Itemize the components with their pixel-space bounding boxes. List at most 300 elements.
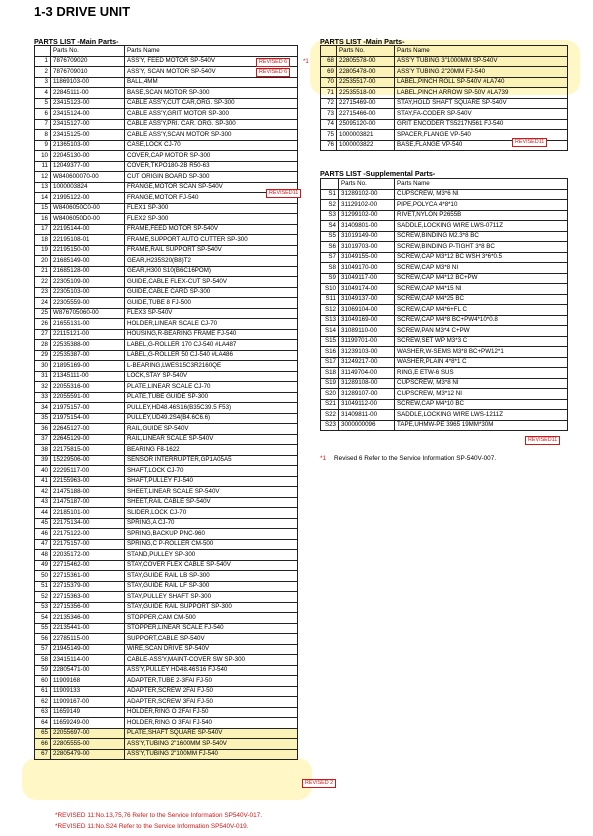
cell-partsno: W840600070-00 [51,172,125,183]
cell-no: S8 [321,263,339,274]
cell-name: GUIDE,TUBE 8 FJ-500 [125,298,298,309]
cell-no: 24 [35,298,51,309]
cell-partsno: 22535517-00 [337,77,395,88]
cell-partsno: 22785115-00 [51,634,125,645]
cell-name: STAY,HOLD SHAFT SQUARE SP-540V [395,98,568,109]
table-row [35,697,298,708]
cell-no: 63 [35,707,51,718]
cell-partsno: 22185101-00 [51,508,125,519]
cell-partsno: 22055316-00 [51,382,125,393]
cell-name: RAIL,LINEAR SCALE SP-540V [125,434,298,445]
table-row [35,193,298,204]
cell-name: ADAPTER,TUBE 2-3FAI FJ-50 [125,676,298,687]
cell-name: BASE,SCAN MOTOR SP-300 [125,88,298,99]
cell-no: S14 [321,326,339,337]
cell-no: 11 [35,161,51,172]
table-row [35,602,298,613]
cell-partsno: 31199701-00 [339,336,395,347]
cell-partsno: 22715379-00 [51,581,125,592]
cell-partsno: 11659249-00 [51,718,125,729]
cell-partsno: 31049170-00 [339,263,395,274]
cell-name: HOLDER,RING O 3FAI FJ-540 [125,718,298,729]
cell-no: 31 [35,371,51,382]
cell-partsno: 31049117-00 [339,273,395,284]
cell-name: ASS'Y,TUBING 2"1600MM SP-540V [125,739,298,750]
cell-name: SCREW,CAP M4*12 BC+PW [395,273,568,284]
table-row [35,350,298,361]
cell-no: 14 [35,193,51,204]
header-no [35,46,51,57]
cell-partsno: 31069104-00 [339,305,395,316]
cell-name: COVER,CAP MOTOR SP-300 [125,151,298,162]
cell-partsno: 21975157-00 [51,403,125,414]
cell-partsno: 21365103-00 [51,140,125,151]
revision-star-marker: *1 [303,59,309,65]
cell-name: STAY,GUIDE RAIL SUPPORT SP-300 [125,602,298,613]
table-row [35,277,298,288]
table-row [35,382,298,393]
cell-no: 19 [35,245,51,256]
cell-name: CABLE ASS'Y,CUT CAR,ORG. SP-300 [125,98,298,109]
table-row [35,655,298,666]
cell-name: FLEX1 SP-300 [125,203,298,214]
table-row [35,256,298,267]
table-row [35,718,298,729]
cell-no: 45 [35,518,51,529]
cell-partsno: 31019703-00 [339,242,395,253]
cell-name: GRIT ENCODER TS5217N561 FJ-540 [395,119,568,130]
table-row [35,508,298,519]
cell-no: 36 [35,424,51,435]
cell-name: L-BEARING,LWES15C3R2160QE [125,361,298,372]
cell-name: PULLEY,HD48.46S16(B35C39.5 F53) [125,403,298,414]
cell-name: PULLEY,UD49.2S4(B4.6C6.6) [125,413,298,424]
cell-partsno: 22135441-00 [51,623,125,634]
cell-no: 23 [35,287,51,298]
table-row [35,665,298,676]
cell-partsno: 11869103-00 [51,77,125,88]
header-partsno: Parts No. [339,179,395,190]
cell-name: ASS'Y, SCAN MOTOR SP-540V [125,67,298,78]
cell-no: 29 [35,350,51,361]
cell-name: RIVET,NYLON P2655B [395,210,568,221]
cell-partsno: 22175122-00 [51,529,125,540]
cell-no: 25 [35,308,51,319]
revised-11-tag-75: REVISED11 [512,138,547,147]
main-parts-table-right [320,45,568,151]
cell-no: 61 [35,686,51,697]
cell-no: 50 [35,571,51,582]
table-row [35,77,298,88]
cell-partsno: 22055591-00 [51,392,125,403]
table-row [321,109,568,120]
cell-name: ASS'Y TUBING 3"1000MM SP-540V [395,56,568,67]
table-row [35,371,298,382]
cell-partsno: 22195108-01 [51,235,125,246]
cell-name: SCREW,CAP M4*10 BC [395,399,568,410]
cell-name: LABEL,G-ROLLER 170 CJ-540 #LA487 [125,340,298,351]
cell-name: WASHER,W-SEMS M3*8 BC+PW12*1 [395,347,568,358]
table-row [35,298,298,309]
cell-partsno: 3000000096 [339,420,395,431]
cell-partsno: 31289107-00 [339,389,395,400]
cell-partsno: 31049174-00 [339,284,395,295]
cell-name: COVER,TKPO180-2B R50-63 [125,161,298,172]
cell-partsno: 22305103-00 [51,287,125,298]
table-row [35,319,298,330]
cell-name: BASE,FLANGE VP-540 [395,140,568,151]
cell-no: S18 [321,368,339,379]
table-row [321,294,568,305]
cell-partsno: 22175815-00 [51,445,125,456]
cell-name: STAY,GUIDE RAIL LF SP-300 [125,581,298,592]
cell-partsno: 22535387-00 [51,350,125,361]
cell-name: GUIDE,CABLE FLEX-CUT SP-540V [125,277,298,288]
cell-name: FRAME,FEED MOTOR SP-540V [125,224,298,235]
highlight-glow-left [22,758,312,800]
cell-no: 46 [35,529,51,540]
cell-partsno: 22035172-00 [51,550,125,561]
cell-name: STAND,PULLEY SP-300 [125,550,298,561]
cell-no: S23 [321,420,339,431]
table-row [35,392,298,403]
table-row [321,336,568,347]
cell-no: 43 [35,497,51,508]
table-row [35,644,298,655]
table-row [35,266,298,277]
cell-partsno: 12049377-00 [51,161,125,172]
cell-partsno: 22115121-00 [51,329,125,340]
cell-partsno: 22715363-00 [51,592,125,603]
cell-partsno: 22175157-00 [51,539,125,550]
cell-name: PLATE,SHAFT SQUARE SP-540V [125,728,298,739]
table-row [35,466,298,477]
cell-partsno: 21945149-00 [51,644,125,655]
cell-partsno: 22715356-00 [51,602,125,613]
table-row [321,252,568,263]
cell-no: 48 [35,550,51,561]
cell-no: 16 [35,214,51,225]
cell-no: 47 [35,539,51,550]
cell-name: ASS'Y TUBING 2"20MM FJ-540 [395,67,568,78]
table-row [35,308,298,319]
table-row [35,403,298,414]
cell-no: 55 [35,623,51,634]
table-row [35,203,298,214]
cell-no: 38 [35,445,51,456]
cell-partsno: 23415123-00 [51,98,125,109]
table-row [35,581,298,592]
cell-no: 4 [35,88,51,99]
cell-partsno: 21975154-00 [51,413,125,424]
cell-no: S6 [321,242,339,253]
revised-6-tag-2: REVISED 6 [256,68,290,77]
revised-6-tag-1: REVISED 6 [256,58,290,67]
cell-name: CUPSCREW, M3*6 NI [395,189,568,200]
cell-partsno: 22055697-00 [51,728,125,739]
table-row [35,182,298,193]
table-row [35,686,298,697]
table-row [35,140,298,151]
cell-name: FRAME,RAIL SUPPORT SP-540V [125,245,298,256]
cell-no: 6 [35,109,51,120]
cell-no: 58 [35,655,51,666]
cell-name: HOLDER,LINEAR SCALE CJ-70 [125,319,298,330]
supplemental-parts-label: PARTS LIST -Supplemental Parts- [320,169,436,178]
cell-no: 57 [35,644,51,655]
cell-no: S13 [321,315,339,326]
table-row [35,329,298,340]
cell-no: 20 [35,256,51,267]
cell-name: CABLE ASS'Y,SCAN MOTOR SP-300 [125,130,298,141]
table-row [35,676,298,687]
cell-partsno: 22645127-00 [51,424,125,435]
cell-partsno: 21995122-00 [51,193,125,204]
cell-no: 51 [35,581,51,592]
cell-no: 54 [35,613,51,624]
cell-partsno: 22135346-00 [51,613,125,624]
cell-name: RAIL,GUIDE SP-540V [125,424,298,435]
cell-partsno: 21895169-00 [51,361,125,372]
cell-name: PLATE,TUBE GUIDE SP-300 [125,392,298,403]
table-row [35,455,298,466]
cell-name: FLEX3 SP-540V [125,308,298,319]
cell-no: 44 [35,508,51,519]
cell-no: 59 [35,665,51,676]
cell-name: SCREW,CAP M4*25 BC [395,294,568,305]
table-row [35,340,298,351]
header-partsno: Parts No. [337,46,395,57]
cell-no: 1 [35,56,51,67]
cell-no: S4 [321,221,339,232]
cell-partsno: 21345111-00 [51,371,125,382]
cell-no: 42 [35,487,51,498]
cell-partsno: 31089110-00 [339,326,395,337]
cell-partsno: 31129102-00 [339,200,395,211]
cell-partsno: 22295117-00 [51,466,125,477]
cell-partsno: 22715469-00 [337,98,395,109]
revised-2-tag: REVISED 2 [302,779,336,788]
cell-no: 9 [35,140,51,151]
table-row [35,424,298,435]
table-row [321,389,568,400]
table-row [321,410,568,421]
cell-no: S16 [321,347,339,358]
cell-partsno: 22645129-00 [51,434,125,445]
cell-name: SCREW,CAP M4*15 NI [395,284,568,295]
cell-partsno: 31249217-00 [339,357,395,368]
cell-no: S1 [321,189,339,200]
revision-note-text: Revised 6 Refer to the Service Information SP-540V-007. [334,455,497,462]
cell-no: 52 [35,592,51,603]
cell-no: S12 [321,305,339,316]
cell-no: S20 [321,389,339,400]
cell-partsno: 11909168 [51,676,125,687]
cell-partsno: 22715466-00 [337,109,395,120]
cell-no: S17 [321,357,339,368]
cell-name: WIRE,SCAN DRIVE SP-540V [125,644,298,655]
cell-no: S5 [321,231,339,242]
cell-no: S7 [321,252,339,263]
cell-name: SENSOR INTERRUPTER,GP1A05A5 [125,455,298,466]
cell-name: SCREW,SET WP M3*3 C [395,336,568,347]
cell-no: 21 [35,266,51,277]
cell-partsno: 22305109-00 [51,277,125,288]
cell-no: 72 [321,98,337,109]
cell-no: 76 [321,140,337,151]
table-row [35,151,298,162]
cell-no: 69 [321,67,337,78]
cell-name: RING,E ETW-6 SUS [395,368,568,379]
cell-partsno: 11659149 [51,707,125,718]
table-row [321,399,568,410]
cell-name: SHEET,LINEAR SCALE SP-540V [125,487,298,498]
cell-no: 70 [321,77,337,88]
table-row [35,560,298,571]
header-row [35,46,298,57]
cell-no: 62 [35,697,51,708]
main-parts-table-left [34,45,298,760]
cell-partsno: 7876709010 [51,67,125,78]
cell-no: 22 [35,277,51,288]
cell-name: SPRING,A CJ-70 [125,518,298,529]
table-row [321,315,568,326]
cell-partsno: 22805479-00 [51,749,125,760]
cell-no: 68 [321,56,337,67]
cell-partsno: 31409811-00 [339,410,395,421]
table-row [35,518,298,529]
table-row [321,56,568,67]
table-row [321,77,568,88]
cell-no: 3 [35,77,51,88]
cell-partsno: 25095120-00 [337,119,395,130]
cell-partsno: 22175134-00 [51,518,125,529]
supplemental-parts-table [320,178,568,431]
cell-partsno: 21475187-00 [51,497,125,508]
table-row [35,707,298,718]
table-row [321,273,568,284]
cell-name: ASS'Y,TUBING 2"100MM FJ-540 [125,749,298,760]
cell-name: SCREW,CAP M3*8 NI [395,263,568,274]
cell-name: WASHER,PLAIN 4*8*1 C [395,357,568,368]
header-partsno: Parts No. [51,46,125,57]
header-name: Parts Name [395,46,568,57]
cell-no: S22 [321,410,339,421]
cell-name: CUPSCREW, M3*12 NI [395,389,568,400]
table-row [35,571,298,582]
cell-no: 7 [35,119,51,130]
cell-partsno: 31149704-00 [339,368,395,379]
table-row [35,623,298,634]
table-row [35,172,298,183]
cell-no: 37 [35,434,51,445]
cell-partsno: 31049112-00 [339,399,395,410]
revised-11-tag-13: REVISED11 [266,189,301,198]
revised-11-tag-s24: REVISED11 [525,436,560,445]
cell-partsno: 22805555-00 [51,739,125,750]
header-name: Parts Name [395,179,568,190]
cell-name: CABLE-ASS'Y,MAINT-COVER SW SP-300 [125,655,298,666]
footer-note-2: *REVISED 11:No.S24 Refer to the Service Information SP540V-019. [55,823,249,830]
cell-no: 73 [321,109,337,120]
table-row [35,214,298,225]
cell-no: 32 [35,382,51,393]
table-row [321,357,568,368]
table-row [321,263,568,274]
cell-name: LABEL,PINCH ROLL SP-540V #LA740 [395,77,568,88]
main-parts-label-right: PARTS LIST -Main Parts- [320,37,405,46]
table-row [321,420,568,431]
cell-name: STAY,COVER FLEX CABLE SP-540V [125,560,298,571]
table-row [35,529,298,540]
cell-no: 53 [35,602,51,613]
cell-name: CABLE ASS'Y,PRI. CAR. ORG. SP-300 [125,119,298,130]
header-no [321,46,337,57]
cell-partsno: 23415125-00 [51,130,125,141]
table-row [35,224,298,235]
table-row [321,210,568,221]
cell-name: SHAFT,PULLEY FJ-540 [125,476,298,487]
cell-no: 41 [35,476,51,487]
cell-name: SCREW,CAP M4*8 BC+PW4*10*0.8 [395,315,568,326]
table-row [321,189,568,200]
cell-no: S2 [321,200,339,211]
cell-name: SCREW,CAP M4*6+FL C [395,305,568,316]
cell-no: 5 [35,98,51,109]
header-row [321,179,568,190]
cell-no: S3 [321,210,339,221]
cell-partsno: 22715361-00 [51,571,125,582]
cell-name: FLEX2 SP-300 [125,214,298,225]
revision-note [320,455,496,462]
cell-no: S19 [321,378,339,389]
cell-partsno: 21655131-00 [51,319,125,330]
table-row [35,550,298,561]
main-parts-label-left: PARTS LIST -Main Parts- [34,37,119,46]
cell-partsno: 22535518-00 [337,88,395,99]
table-row [35,98,298,109]
table-row [35,487,298,498]
cell-partsno: 23415127-00 [51,119,125,130]
cell-name: PIPE,POLYCA 4*8*10 [395,200,568,211]
cell-partsno: 22805471-00 [51,665,125,676]
cell-name: FRAME,SUPPORT AUTO CUTTER SP-300 [125,235,298,246]
cell-name: ASS'Y,PULLEY HD48.46S16 FJ-540 [125,665,298,676]
cell-name: LOCK,STAY SP-540V [125,371,298,382]
table-row [35,634,298,645]
cell-no: 40 [35,466,51,477]
cell-name: SADDLE,LOCKING WIRE LWS-1211Z [395,410,568,421]
cell-partsno: 1000003821 [337,130,395,141]
cell-no: 28 [35,340,51,351]
cell-no: 64 [35,718,51,729]
cell-name: FRANGE,MOTOR FJ-540 [125,193,298,204]
cell-name: SPRING,C P-ROLLER CM-500 [125,539,298,550]
table-row [321,98,568,109]
table-row [35,749,298,760]
table-row [321,347,568,358]
cell-name: HOLDER,RING O 2FAI FJ-50 [125,707,298,718]
cell-name: ADAPTER,SCREW 3FAI FJ-50 [125,697,298,708]
cell-no: 67 [35,749,51,760]
table-row [35,245,298,256]
cell-no: 49 [35,560,51,571]
cell-partsno: 15229506-00 [51,455,125,466]
cell-partsno: 22045130-00 [51,151,125,162]
page-title: 1-3 DRIVE UNIT [34,4,131,19]
cell-partsno: 31049155-00 [339,252,395,263]
table-row [35,613,298,624]
